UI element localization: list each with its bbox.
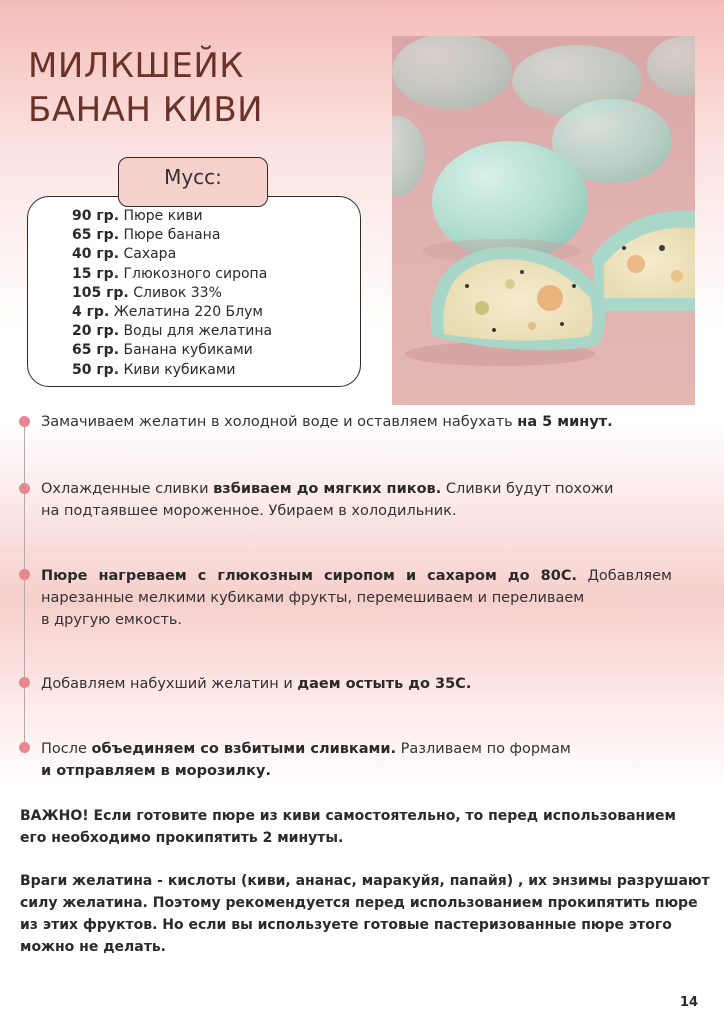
step-emphasis: даем остыть до 35С. [297, 676, 472, 692]
important-note [20, 805, 676, 849]
dessert-photo [392, 36, 695, 405]
step-emphasis: на 5 минут. [517, 414, 613, 430]
ingredient-name: Сахара [119, 246, 177, 263]
step-emphasis: Пюре нагреваем с глюкозным сиропом и сахаром до 80С. [41, 568, 577, 584]
step-text: Добавляем набухший желатин и [41, 676, 298, 692]
dessert-photo-illustration [392, 36, 695, 405]
step-line [41, 587, 672, 609]
ingredient-amount: 4 гр. [72, 304, 110, 321]
step-line [41, 673, 471, 695]
step-5 [41, 738, 571, 782]
note-line: его необходимо прокипятить 2 минуты. [20, 830, 344, 846]
step-emphasis: объединяем со взбитыми сливками. [91, 741, 397, 757]
note-line: Враги желатина - кислоты (киви, ананас, маракуйя, папайя) , их энзимы разрушают [20, 873, 710, 889]
ingredient-name: Сливок 33% [128, 284, 222, 301]
ingredient-amount: 15 гр. [72, 265, 120, 282]
step-text: в другую емкость. [41, 612, 183, 628]
page-title [28, 44, 263, 132]
ingredient-row [72, 226, 272, 245]
ingredient-name: Глюкозного сиропа [119, 265, 268, 282]
ingredient-name: Киви кубиками [119, 361, 236, 378]
ingredient-name: Пюре киви [119, 208, 203, 224]
step-dot [19, 483, 30, 494]
step-text: нарезанные мелкими кубиками фрукты, перемешиваем и переливаем [41, 590, 585, 606]
step-line [41, 500, 613, 522]
ingredient-amount: 65 гр. [72, 227, 120, 244]
step-dot [19, 416, 30, 427]
step-line [41, 609, 672, 631]
step-line [41, 478, 613, 500]
note-line: можно не делать. [20, 939, 166, 955]
ingredient-row [72, 341, 272, 360]
ingredient-amount: 65 гр. [72, 342, 120, 359]
steps-timeline [24, 422, 25, 752]
step-dot [19, 677, 30, 688]
step-text: Замачиваем желатин в холодной воде и оставляем набухать [41, 414, 518, 430]
ingredient-name: Воды для желатина [119, 323, 273, 340]
note-line: ВАЖНО! Если готовите пюре из киви самостоятельно, то перед использованием [20, 808, 676, 824]
step-dot [19, 569, 30, 580]
ingredient-row [72, 265, 272, 284]
page-number: 14 [680, 995, 699, 1010]
step-emphasis: взбиваем до мягких пиков. [213, 481, 442, 497]
step-text: Охлажденные сливки [41, 481, 214, 497]
ingredient-amount: 40 гр. [72, 246, 120, 263]
ingredient-row [72, 245, 272, 264]
step-text: на подтаявшее мороженное. Убираем в холодильник. [41, 503, 457, 519]
ingredient-amount: 50 гр. [72, 361, 120, 378]
step-dot [19, 742, 30, 753]
title-line-1: МИЛКШЕЙК [28, 46, 244, 86]
ingredient-name: Банана кубиками [119, 342, 253, 359]
step-1 [41, 411, 613, 433]
step-line [41, 738, 571, 760]
step-text: После [41, 741, 92, 757]
note-line: силу желатина. Поэтому рекомендуется перед использованием прокипятить пюре [20, 895, 698, 911]
ingredients-heading: Мусс: [118, 157, 268, 207]
ingredient-name: Пюре банана [119, 227, 221, 244]
ingredient-amount: 90 гр. [72, 208, 120, 224]
step-text: Разливаем по формам [396, 741, 571, 757]
ingredient-amount: 20 гр. [72, 323, 120, 340]
step-line [41, 411, 613, 433]
step-line [41, 565, 672, 587]
step-4 [41, 673, 471, 695]
gelatin-enemies-note [20, 870, 710, 958]
ingredients-list [72, 207, 272, 380]
ingredient-row [72, 322, 272, 341]
step-text: Добавляем [576, 568, 673, 584]
step-line [41, 760, 571, 782]
title-line-2: БАНАН КИВИ [28, 90, 264, 130]
ingredient-row [72, 284, 272, 303]
ingredient-amount: 105 гр. [72, 284, 129, 301]
note-line: из этих фруктов. Но если вы используете готовые пастеризованные пюре этого [20, 917, 672, 933]
step-3 [41, 565, 672, 631]
ingredient-row [72, 303, 272, 322]
ingredient-row [72, 361, 272, 380]
ingredient-row [72, 207, 272, 226]
ingredient-name: Желатина 220 Блум [109, 304, 263, 321]
step-emphasis: и отправляем в морозилку. [41, 763, 271, 779]
step-2 [41, 478, 613, 522]
step-text: Сливки будут похожи [441, 481, 614, 497]
